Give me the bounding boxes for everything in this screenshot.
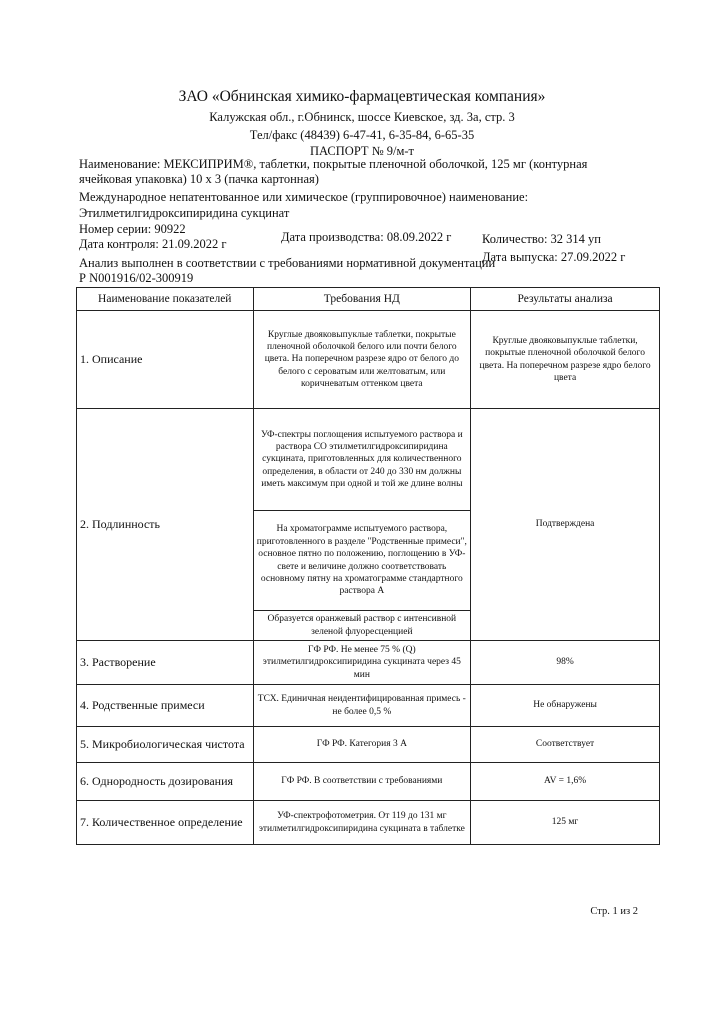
- indicator-cell: 6. Однородность дозирования: [77, 763, 254, 801]
- requirement-cell: ГФ РФ. В соответствии с требованиями: [253, 763, 471, 801]
- inn-value: Этилметилгидроксипиридина сукцинат: [79, 206, 290, 220]
- requirement-cell: ГФ РФ. Не менее 75 % (Q) этилметилгидроксипиридина сукцината через 45 мин: [253, 641, 471, 685]
- control-date: Дата контроля: 21.09.2022 г: [79, 237, 227, 251]
- result-cell: 125 мг: [471, 801, 660, 845]
- product-name-line2: ячейковая упаковка) 10 х 3 (пачка картонная): [79, 172, 319, 186]
- series-number: Номер серии: 90922: [79, 222, 186, 236]
- table-row: [77, 685, 660, 727]
- inn-label: Международное непатентованное или химическое (группировочное) наименование:: [79, 190, 529, 204]
- table-row: [77, 641, 660, 685]
- requirement-cell: Образуется оранжевый раствор с интенсивной зеленой флуоресценцией: [253, 611, 471, 641]
- requirement-cell: ГФ РФ. Категория 3 А: [253, 727, 471, 763]
- company-address: Калужская обл., г.Обнинск, шоссе Киевское, зд. 3а, стр. 3: [209, 110, 515, 124]
- table-row: [77, 311, 660, 409]
- requirement-cell: УФ-спектрофотометрия. От 119 до 131 мг этилметилгидроксипиридина сукцината в таблетке: [253, 801, 471, 845]
- result-cell: Подтверждена: [471, 409, 660, 641]
- production-date: Дата производства: 08.09.2022 г: [281, 230, 452, 244]
- passport-title: ПАСПОРТ № 9/м-т: [310, 144, 414, 158]
- result-cell: Не обнаружены: [471, 685, 660, 727]
- header-requirement: Требования НД: [253, 288, 471, 311]
- indicator-cell: 1. Описание: [77, 311, 254, 409]
- indicator-cell: 2. Подлинность: [77, 409, 254, 641]
- indicator-cell: 5. Микробиологическая чистота: [77, 727, 254, 763]
- requirement-cell: На хроматограмме испытуемого раствора, приготовленного в разделе "Родственные примеси", основное пятно по положению, поглощению в УФ-свете и величине должно соответствовать основному пятну на хроматограмме стандартного раствора А: [253, 511, 471, 611]
- table-row: [77, 763, 660, 801]
- indicator-cell: 3. Растворение: [77, 641, 254, 685]
- analysis-note: Анализ выполнен в соответствии с требованиями нормативной документации: [79, 256, 496, 270]
- header-result: Результаты анализа: [471, 288, 660, 311]
- registration-number: Р N001916/02-300919: [79, 271, 194, 285]
- indicator-cell: 7. Количественное определение: [77, 801, 254, 845]
- table-row: [77, 409, 660, 511]
- product-name-line1: Наименование: МЕКСИПРИМ®, таблетки, покрытые пленочной оболочкой, 125 мг (контурная: [79, 157, 588, 171]
- result-cell: 98%: [471, 641, 660, 685]
- specification-table: [76, 287, 660, 845]
- header-indicator: Наименование показателей: [77, 288, 254, 311]
- release-date: Дата выпуска: 27.09.2022 г: [482, 250, 626, 264]
- company-name: ЗАО «Обнинская химико-фармацевтическая компания»: [178, 88, 546, 105]
- requirement-cell: УФ-спектры поглощения испытуемого раствора и раствора СО этилметилгидроксипиридина сукцината, приготовленных для количественного определения, в области от 240 до 330 нм должны иметь максимум при одной и той же длине волны: [253, 409, 471, 511]
- requirement-cell: ТСХ. Единичная неидентифицированная примесь - не более 0,5 %: [253, 685, 471, 727]
- result-cell: Соответствует: [471, 727, 660, 763]
- page-number: Стр. 1 из 2: [590, 906, 638, 917]
- quantity: Количество: 32 314 уп: [482, 232, 601, 246]
- company-phone: Тел/факс (48439) 6-47-41, 6-35-84, 6-65-35: [249, 128, 475, 142]
- requirement-cell: Круглые двояковыпуклые таблетки, покрытые пленочной оболочкой белого или почти белого цвета. На поперечном разрезе ядро от белого до белого с сероватым или желтоватым, или коричневатым оттенком цвета: [253, 311, 471, 409]
- indicator-cell: 4. Родственные примеси: [77, 685, 254, 727]
- table-row: [77, 801, 660, 845]
- table-row: [77, 727, 660, 763]
- table-header-row: [77, 288, 660, 311]
- result-cell: AV = 1,6%: [471, 763, 660, 801]
- result-cell: Круглые двояковыпуклые таблетки, покрытые пленочной оболочкой белого цвета. На поперечном разрезе ядро белого цвета: [471, 311, 660, 409]
